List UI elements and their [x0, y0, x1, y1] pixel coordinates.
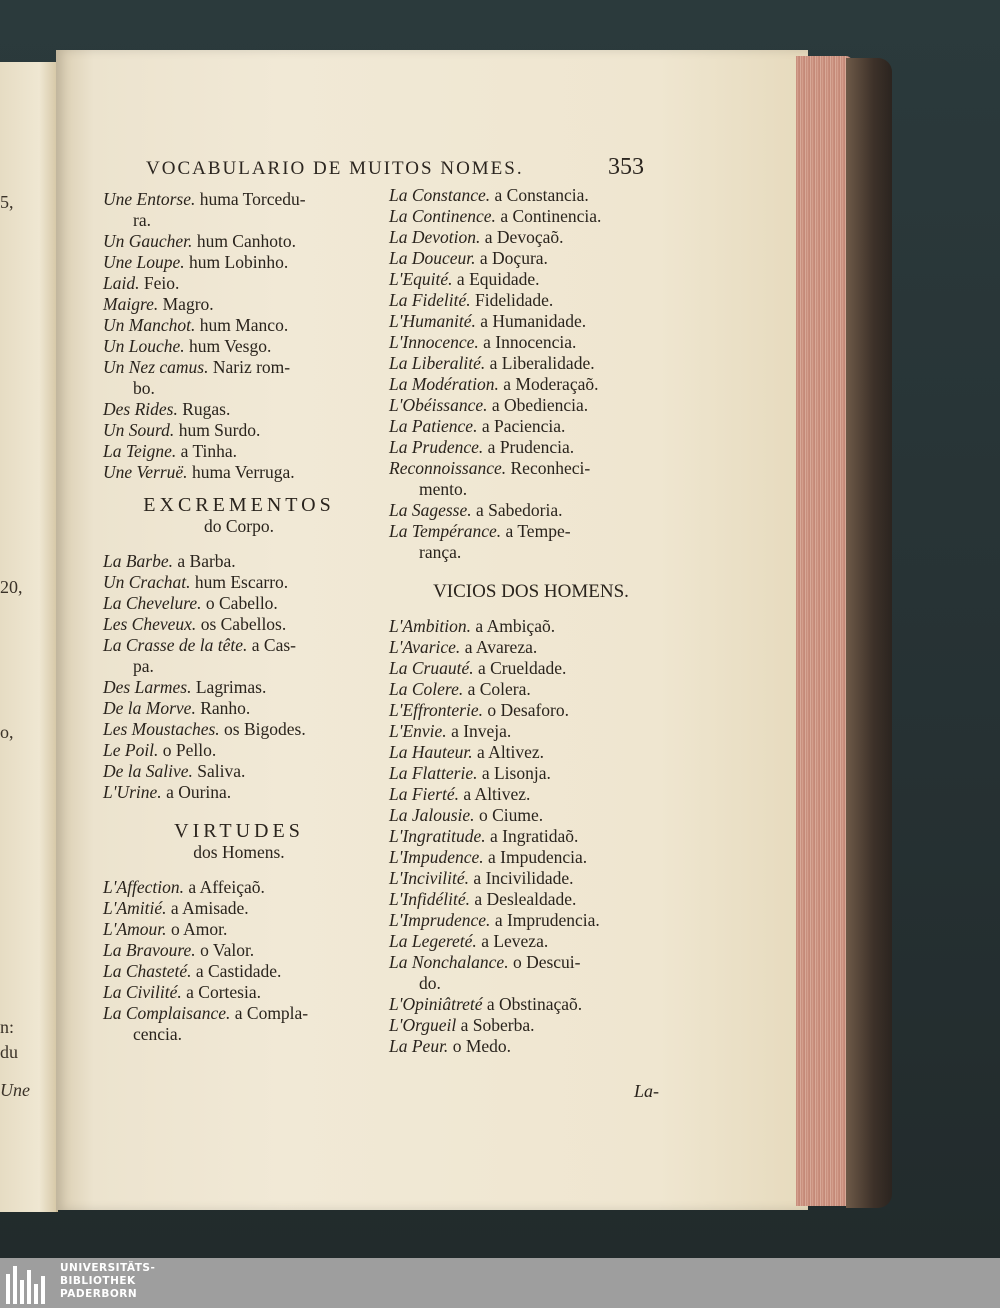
vocab-entry	[103, 399, 375, 420]
portuguese-term: hum Canhoto.	[196, 231, 296, 251]
vocab-entry	[389, 374, 673, 395]
vocab-entry	[103, 761, 375, 782]
vocab-entry	[103, 572, 375, 593]
portuguese-term: a Devoçaõ.	[484, 227, 564, 247]
left-page-fragment: 5,	[0, 192, 14, 212]
french-term: La Flatterie.	[389, 763, 478, 783]
portuguese-term: o Amor.	[170, 919, 228, 939]
french-term: Maigre.	[103, 294, 159, 314]
portuguese-term: a Avareza.	[464, 637, 538, 657]
portuguese-term: Lagrimas.	[195, 677, 267, 697]
french-term: Les Moustaches.	[103, 719, 220, 739]
library-name-line: BIBLIOTHEK	[60, 1275, 136, 1287]
vocab-entry	[389, 437, 673, 458]
vocab-entry	[103, 719, 375, 740]
vocab-entry	[389, 889, 673, 910]
french-term: La Complaisance.	[103, 1003, 231, 1023]
entry-list	[103, 551, 375, 803]
portuguese-term: os Bigodes.	[224, 719, 306, 739]
vocab-entry	[389, 290, 673, 311]
catchword: La-	[634, 1081, 660, 1101]
vocab-entry	[389, 500, 673, 521]
portuguese-term: a Amisade.	[170, 898, 249, 918]
french-term: La Fidelité.	[389, 290, 471, 310]
vocab-entry	[389, 679, 673, 700]
portuguese-term: a Deslealdade.	[474, 889, 577, 909]
portuguese-term: Ranho.	[200, 698, 251, 718]
french-term: L'Incivilité.	[389, 868, 470, 888]
portuguese-term: a Colera.	[467, 679, 531, 699]
french-term: L'Equité.	[389, 269, 453, 289]
portuguese-term: o Desaforo.	[487, 700, 570, 720]
vocab-entry	[103, 336, 375, 357]
portuguese-term: a Inveja.	[451, 721, 512, 741]
vocab-entry	[103, 252, 375, 273]
portuguese-term: a Affeiçaõ.	[188, 877, 265, 897]
portuguese-term: Fidelidade.	[475, 290, 554, 310]
french-term: Laid.	[103, 273, 140, 293]
french-term: L'Obéissance.	[389, 395, 488, 415]
french-term: Reconnoissance.	[389, 458, 507, 478]
vocab-entry	[389, 637, 673, 658]
portuguese-term: hum Surdo.	[178, 420, 261, 440]
french-term: L'Humanité.	[389, 311, 476, 331]
french-term: Des Larmes.	[103, 677, 192, 697]
french-term: Un Manchot.	[103, 315, 196, 335]
vocab-entry	[389, 311, 673, 332]
vocab-entry	[389, 721, 673, 742]
french-term: La Jalousie.	[389, 805, 475, 825]
section-subheading: dos Homens.	[193, 842, 285, 862]
french-term: L'Urine.	[103, 782, 162, 802]
vocab-entry	[103, 740, 375, 761]
french-term: De la Morve.	[103, 698, 196, 718]
portuguese-term: a Innocencia.	[483, 332, 577, 352]
french-term: La Colere.	[389, 679, 464, 699]
vocab-entry	[389, 269, 673, 290]
section-subheading: do Corpo.	[204, 516, 274, 536]
portuguese-term: a Sabedoria.	[476, 500, 563, 520]
french-term: Des Rides.	[103, 399, 178, 419]
french-term: L'Infidélité.	[389, 889, 471, 909]
portuguese-term: a Imprudencia.	[494, 910, 600, 930]
vocab-entry	[389, 910, 673, 931]
french-term: L'Imprudence.	[389, 910, 491, 930]
french-term: La Nonchalance.	[389, 952, 509, 972]
left-page-fragment: o,	[0, 722, 14, 742]
portuguese-term: a Cortesia.	[186, 982, 261, 1002]
vocab-entry	[103, 656, 375, 677]
french-term: La Fierté.	[389, 784, 459, 804]
vocab-entry	[103, 1003, 375, 1024]
french-term: La Patience.	[389, 416, 478, 436]
portuguese-term: a Moderaçaõ.	[503, 374, 599, 394]
portuguese-term: ra.	[133, 210, 151, 230]
portuguese-term: a Obstinaçaõ.	[486, 994, 583, 1014]
portuguese-term: bo.	[133, 378, 155, 398]
portuguese-term: pa.	[133, 656, 154, 676]
french-term: La Sagesse.	[389, 500, 472, 520]
portuguese-term: a Doçura.	[479, 248, 548, 268]
library-footer	[0, 1258, 1000, 1308]
portuguese-term: a Castidade.	[195, 961, 282, 981]
french-term: Les Cheveux.	[103, 614, 197, 634]
french-term: La Douceur.	[389, 248, 476, 268]
vocab-entry	[389, 542, 673, 563]
portuguese-term: a Barba.	[177, 551, 236, 571]
vocab-entry	[103, 420, 375, 441]
vocab-entry	[389, 868, 673, 889]
portuguese-term: Feio.	[143, 273, 180, 293]
portuguese-term: o Medo.	[452, 1036, 512, 1056]
portuguese-term: a Prudencia.	[487, 437, 575, 457]
entry-list	[103, 189, 375, 483]
library-name-line: PADERBORN	[60, 1288, 138, 1300]
portuguese-term: Rugas.	[182, 399, 231, 419]
vocab-entry	[103, 593, 375, 614]
vocab-entry	[103, 877, 375, 898]
portuguese-term: hum Vesgo.	[189, 336, 272, 356]
vocab-entry	[389, 1015, 673, 1036]
entry-list	[103, 877, 375, 1045]
portuguese-term: Nariz rom-	[212, 357, 291, 377]
portuguese-term: a Tempe-	[505, 521, 571, 541]
french-term: La Cruauté.	[389, 658, 474, 678]
left-column	[103, 189, 375, 1045]
vocab-entry	[389, 826, 673, 847]
vocab-entry	[103, 940, 375, 961]
french-term: La Barbe.	[103, 551, 173, 571]
vocab-entry	[103, 1024, 375, 1045]
vocab-entry	[103, 982, 375, 1003]
portuguese-term: a Cas-	[251, 635, 296, 655]
entry-list	[389, 616, 673, 1057]
french-term: Un Sourd.	[103, 420, 175, 440]
library-logo-icon	[6, 1264, 50, 1304]
french-term: L'Impudence.	[389, 847, 484, 867]
portuguese-term: a Continencia.	[500, 206, 602, 226]
portuguese-term: o Pello.	[162, 740, 217, 760]
vocab-entry	[389, 332, 673, 353]
vocab-entry	[389, 479, 673, 500]
portuguese-term: a Ingratidaõ.	[489, 826, 579, 846]
vocab-entry	[103, 614, 375, 635]
book-cover	[846, 58, 892, 1208]
vocab-entry	[389, 700, 673, 721]
portuguese-term: o Descui-	[512, 952, 581, 972]
page-number: 353	[608, 154, 644, 180]
section-heading: VIRTUDES	[174, 820, 304, 842]
french-term: L'Amitié.	[103, 898, 167, 918]
vocab-entry	[389, 763, 673, 784]
vocab-entry	[389, 458, 673, 479]
portuguese-term: a Paciencia.	[481, 416, 566, 436]
french-term: La Constance.	[389, 185, 491, 205]
vocab-entry	[389, 206, 673, 227]
french-term: L'Envie.	[389, 721, 447, 741]
portuguese-term: hum Lobinho.	[189, 252, 289, 272]
vocab-entry	[103, 898, 375, 919]
vocab-entry	[389, 742, 673, 763]
vocab-entry	[103, 378, 375, 399]
portuguese-term: a Obediencia.	[491, 395, 589, 415]
vocab-entry	[103, 231, 375, 252]
portuguese-term: a Equidade.	[456, 269, 540, 289]
page-edges	[796, 56, 852, 1206]
vocab-entry	[389, 1036, 673, 1057]
portuguese-term: huma Verruga.	[191, 462, 295, 482]
french-term: La Chasteté.	[103, 961, 192, 981]
vocab-entry	[389, 658, 673, 679]
portuguese-term: a Incivilidade.	[473, 868, 574, 888]
french-term: La Devotion.	[389, 227, 481, 247]
vocab-entry	[389, 227, 673, 248]
vocab-entry	[389, 185, 673, 206]
portuguese-term: hum Escarro.	[194, 572, 289, 592]
vocab-entry	[389, 994, 673, 1015]
portuguese-term: os Cabellos.	[200, 614, 287, 634]
portuguese-term: a Humanidade.	[480, 311, 587, 331]
french-term: La Hauteur.	[389, 742, 473, 762]
french-term: La Civilité.	[103, 982, 182, 1002]
portuguese-term: rança.	[419, 542, 462, 562]
french-term: L'Effronterie.	[389, 700, 483, 720]
portuguese-term: cencia.	[133, 1024, 183, 1044]
vocab-entry	[103, 294, 375, 315]
french-term: L'Innocence.	[389, 332, 479, 352]
french-term: La Peur.	[389, 1036, 449, 1056]
vocab-entry	[103, 677, 375, 698]
french-term: La Continence.	[389, 206, 496, 226]
vocab-entry	[389, 248, 673, 269]
library-name	[60, 1262, 155, 1301]
portuguese-term: do.	[419, 973, 441, 993]
portuguese-term: a Compla-	[234, 1003, 309, 1023]
french-term: La Chevelure.	[103, 593, 202, 613]
portuguese-term: Reconheci-	[510, 458, 591, 478]
french-term: L'Amour.	[103, 919, 167, 939]
vocab-entry	[103, 551, 375, 572]
library-name-line: UNIVERSITÄTS-	[60, 1262, 156, 1274]
vocab-entry	[103, 782, 375, 803]
vocab-entry	[389, 847, 673, 868]
vocab-entry	[103, 919, 375, 940]
vocab-entry	[389, 353, 673, 374]
vocab-entry	[389, 973, 673, 994]
portuguese-term: o Ciume.	[478, 805, 544, 825]
vocab-entry	[103, 273, 375, 294]
section-heading: EXCREMENTOS	[143, 494, 335, 516]
french-term: La Crasse de la tête.	[103, 635, 248, 655]
vocab-entry	[389, 521, 673, 542]
previous-page-edge	[0, 62, 58, 1212]
french-term: De la Salive.	[103, 761, 193, 781]
vocab-entry	[389, 616, 673, 637]
french-term: L'Ingratitude.	[389, 826, 486, 846]
vocab-entry	[389, 395, 673, 416]
vocab-entry	[389, 952, 673, 973]
french-term: La Legereté.	[389, 931, 477, 951]
french-term: L'Affection.	[103, 877, 185, 897]
portuguese-term: huma Torcedu-	[199, 189, 306, 209]
french-term: L'Orgueil	[389, 1015, 457, 1035]
vocab-entry	[103, 189, 375, 210]
french-term: Un Louche.	[103, 336, 185, 356]
portuguese-term: a Impudencia.	[488, 847, 588, 867]
portuguese-term: a Ourina.	[166, 782, 232, 802]
portuguese-term: a Altivez.	[463, 784, 531, 804]
french-term: Une Verruë.	[103, 462, 188, 482]
left-page-fragment: n:	[0, 1017, 15, 1037]
french-term: La Liberalité.	[389, 353, 486, 373]
french-term: La Tempérance.	[389, 521, 502, 541]
vocab-entry	[103, 210, 375, 231]
french-term: Une Loupe.	[103, 252, 185, 272]
french-term: L'Opiniâtreté	[389, 994, 483, 1014]
french-term: L'Avarice.	[389, 637, 461, 657]
vocab-entry	[103, 315, 375, 336]
portuguese-term: mento.	[419, 479, 468, 499]
portuguese-term: hum Manco.	[199, 315, 289, 335]
french-term: Une Entorse.	[103, 189, 196, 209]
portuguese-term: o Cabello.	[205, 593, 278, 613]
french-term: L'Ambition.	[389, 616, 472, 636]
portuguese-term: a Constancia.	[494, 185, 589, 205]
french-term: Le Poil.	[103, 740, 159, 760]
entry-list	[389, 185, 673, 563]
vocab-entry	[103, 357, 375, 378]
portuguese-term: a Crueldade.	[477, 658, 567, 678]
vocab-entry	[389, 416, 673, 437]
french-term: Un Gaucher.	[103, 231, 193, 251]
french-term: Un Nez camus.	[103, 357, 209, 377]
french-term: Un Crachat.	[103, 572, 191, 592]
portuguese-term: a Ambiçaõ.	[475, 616, 556, 636]
vocab-entry	[389, 931, 673, 952]
french-term: La Prudence.	[389, 437, 484, 457]
left-page-fragment: 20,	[0, 577, 23, 597]
french-term: La Bravoure.	[103, 940, 196, 960]
portuguese-term: a Altivez.	[477, 742, 545, 762]
vocab-entry	[103, 462, 375, 483]
vocab-entry	[103, 698, 375, 719]
right-column	[389, 185, 673, 1057]
portuguese-term: a Lisonja.	[481, 763, 551, 783]
vocab-entry	[103, 441, 375, 462]
vocab-entry	[389, 805, 673, 826]
portuguese-term: Saliva.	[197, 761, 246, 781]
portuguese-term: a Soberba.	[460, 1015, 535, 1035]
vocab-entry	[103, 635, 375, 656]
left-page-fragment: Une	[0, 1080, 30, 1100]
french-term: La Teigne.	[103, 441, 177, 461]
left-page-fragment: du	[0, 1042, 18, 1062]
portuguese-term: o Valor.	[200, 940, 255, 960]
vocab-entry	[103, 961, 375, 982]
french-term: La Modération.	[389, 374, 499, 394]
running-head: VOCABULARIO DE MUITOS NOMES.	[146, 158, 524, 179]
portuguese-term: a Leveza.	[481, 931, 549, 951]
portuguese-term: a Liberalidade.	[489, 353, 595, 373]
portuguese-term: Magro.	[162, 294, 214, 314]
vocab-entry	[389, 784, 673, 805]
section-heading: VICIOS DOS HOMENS.	[433, 581, 629, 602]
portuguese-term: a Tinha.	[180, 441, 238, 461]
